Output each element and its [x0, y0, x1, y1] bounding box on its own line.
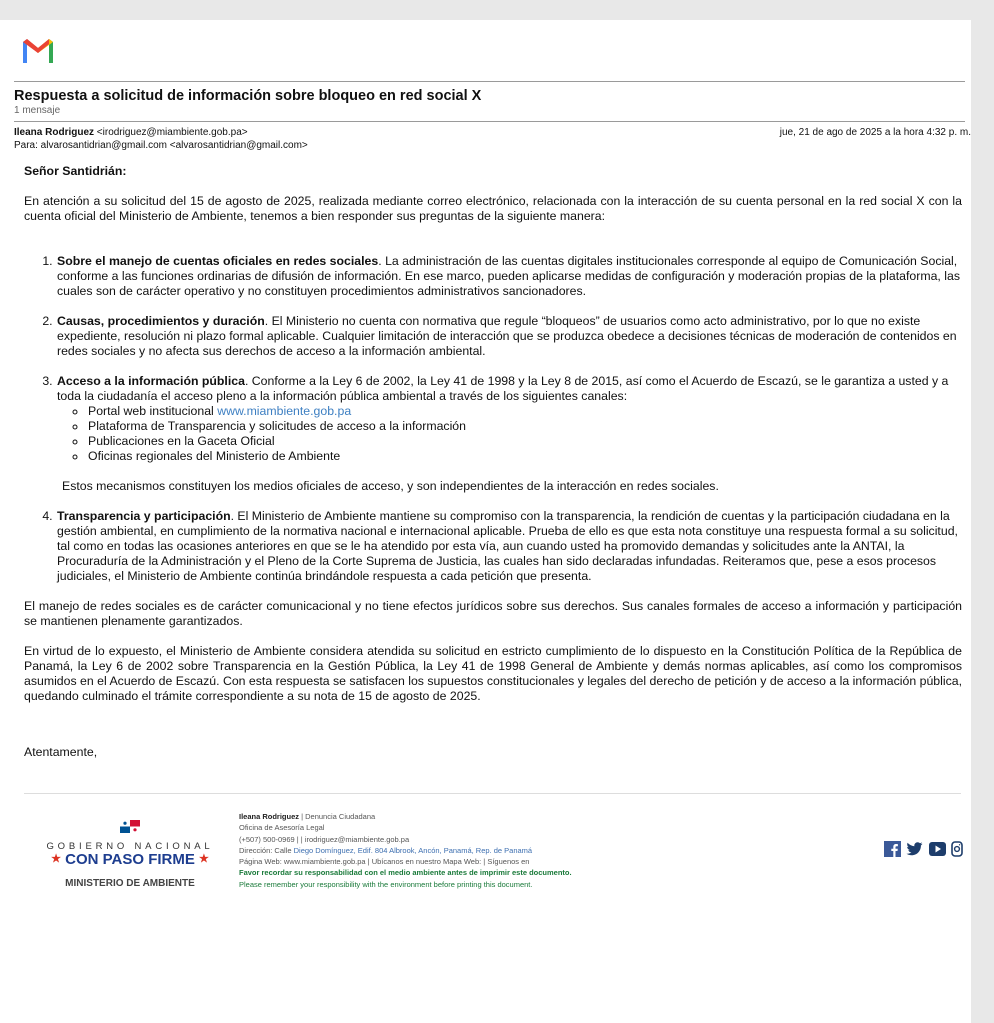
item-title: Causas, procedimientos y duración: [57, 314, 265, 328]
social-icons: [884, 841, 964, 857]
closing: Atentamente,: [24, 745, 98, 759]
email-body: [24, 164, 962, 760]
logo-firme: CON PASO FIRME: [65, 851, 195, 868]
email-date: jue, 21 de ago de 2025 a la hora 4:32 p. m.: [779, 127, 971, 138]
subject-divider: [14, 121, 965, 122]
paragraph-conclusion: En virtud de lo expuesto, el Ministerio de Ambiente considera atendida su solicitud en estricto cumplimiento de lo dispuesto en la Constitución Política de la República de Panamá, la Ley 6 de 2002 sobre Transparencia en la Gestión Pública, la Ley 41 de 1998 General de Ambiente y demás normas aplicables, así como los compromisos asumidos en el Acuerdo de Escazú. Con esta respuesta se satisfacen los supuestos constitucionales y legales del derecho de petición y de acceso a la información pública, quedando culminado el trámite correspondiente a su nota de 15 de agosto de 2025.: [24, 644, 962, 703]
signature-office: Oficina de Asesoría Legal: [239, 823, 325, 833]
channel-item: ◦ Publicaciones en la Gaceta Oficial: [87, 434, 962, 449]
channels-note: Estos mecanismos constituyen los medios oficiales de acceso, y son independientes de la interacción en redes sociales.: [62, 479, 719, 493]
environment-note-en: Please remember your responsibility with the environment before printing this document.: [239, 879, 533, 889]
youtube-icon[interactable]: [929, 842, 946, 861]
item-text: . El Ministerio no cuenta con normativa que regule “bloqueos” de usuarios como acto administrativo, por lo que no existe expediente, resolución ni plazo formal aplicable. Cualquier limitación de interacción que se produzca obedece a decisiones técnicas de moderación de contenidos en redes sociales y no afecta sus derechos de acceso a la información ambiental.: [57, 314, 957, 358]
intro-paragraph: En atención a su solicitud del 15 de agosto de 2025, realizada mediante correo electrónico, relacionada con la interacción de su cuenta personal en la red social X con la cuenta oficial del Ministerio de Ambiente, tenemos a bien responder sus preguntas de la siguiente manera:: [24, 194, 962, 223]
item-text: . El Ministerio de Ambiente mantiene su compromiso con la transparencia, la rendición de cuentas y la participación ciudadana en la gestión ambiental, en cumplimiento de la normativa nacional e internacional aplicable. Prueba de ello es que esta nota constituye una respuesta formal a su solicitud, tal como en todas las ocasiones anteriores en que se le ha atendido por esta vía, aun cuando usted ha promovido demandas y solicitudes ante la ANTAI, la Procuraduría de la Administración y el Pleno de la Corte Suprema de Justicia, las cuales han sido declaradas infundadas. Reiteramos que, pese a esos procesos judiciales, el Ministerio de Ambiente continúa brindándole respuesta a cada petición que presenta.: [57, 509, 958, 583]
message-count: 1 mensaje: [14, 105, 61, 116]
channel-list: [57, 404, 962, 464]
sender-email[interactable]: <irodriguez@miambiente.gob.pa>: [96, 127, 248, 138]
signature-address[interactable]: Diego Domínguez, Edif. 804 Albrook, Ancón, Panamá, Rep. de Panamá: [293, 845, 533, 855]
channel-item: ◦ Portal web institucional www.miambiente.gob.pa: [87, 404, 962, 419]
gmail-logo-icon: [21, 37, 55, 63]
logo-ministerio: MINISTERIO DE AMBIENTE: [65, 878, 195, 889]
instagram-icon[interactable]: [951, 841, 963, 862]
email-print-page: [0, 20, 971, 1023]
signature-web: Página Web: www.miambiente.gob.pa | Ubícanos en nuestro Mapa Web: | Síguenos en: [239, 857, 530, 867]
signature-phone: (+507) 500-0969 | | irodriguez@miambiente.gob.pa: [239, 834, 410, 844]
channel-item: ◦ Oficinas regionales del Ministerio de Ambiente: [87, 449, 962, 464]
logo-firme-line: ★ CON PASO FIRME ★: [51, 851, 209, 868]
item-text: . La administración de las cuentas digitales institucionales corresponde al equipo de Comunicación Social, conforme a las funciones ordinarias de difusión de información. En ese marco, pueden aplicarse medidas de configuración y moderación propias de la plataforma, las cuales son de carácter operativo y no constituyen procedimientos administrativos sancionadores.: [57, 254, 960, 298]
ministry-logo: [40, 820, 220, 890]
item-text: . Conforme a la Ley 6 de 2002, la Ley 41 de 1998 y la Ley 8 de 2015, así como el Acuerdo de Escazú, se le garantiza a usted y a toda la ciudadanía el acceso pleno a la información pública ambiental a través de los siguientes canales:: [57, 374, 949, 403]
greeting: Señor Santidrián:: [24, 164, 127, 178]
list-item: [56, 374, 962, 494]
environment-note-es: Favor recordar su responsabilidad con el medio ambiente antes de imprimir este documento.: [239, 868, 572, 878]
signature-text: [239, 811, 572, 890]
response-list: [24, 254, 962, 584]
signature-dept: | Denuncia Ciudadana: [299, 812, 376, 821]
sender-name: Ileana Rodriguez: [14, 127, 95, 138]
item-title: Transparencia y participación: [57, 509, 231, 523]
portal-link[interactable]: www.miambiente.gob.pa: [217, 404, 352, 418]
item-title: Acceso a la información pública: [57, 374, 245, 388]
header-divider: [14, 81, 965, 82]
twitter-icon[interactable]: [906, 842, 923, 861]
signature-divider: [24, 793, 961, 794]
logo-gobierno: GOBIERNO NACIONAL: [46, 841, 214, 852]
signature-address-line: Dirección: Calle Diego Domínguez, Edif. 804 Albrook, Ancón, Panamá, Rep. de Panamá: [239, 845, 533, 855]
channel-item: ◦ Plataforma de Transparencia y solicitudes de acceso a la información: [87, 419, 962, 434]
sender-line: [14, 127, 248, 138]
list-item: [56, 509, 962, 584]
recipient-line: Para: alvarosantidrian@gmail.com <alvarosantidrian@gmail.com>: [14, 140, 308, 151]
paragraph-social: El manejo de redes sociales es de carácter comunicacional y no tiene efectos jurídicos sobre sus derechos. Sus canales formales de acceso a información y participación se mantienen plenamente garantizados.: [24, 599, 962, 628]
panama-flag-icon: [120, 820, 140, 833]
signature-name: Ileana Rodriguez: [239, 812, 300, 821]
facebook-icon[interactable]: [884, 841, 901, 862]
list-item: [56, 254, 962, 299]
item-title: Sobre el manejo de cuentas oficiales en redes sociales: [57, 254, 379, 268]
list-item: [56, 314, 962, 359]
signature-name-line: [239, 811, 572, 822]
email-subject: Respuesta a solicitud de información sobre bloqueo en red social X: [14, 88, 482, 104]
